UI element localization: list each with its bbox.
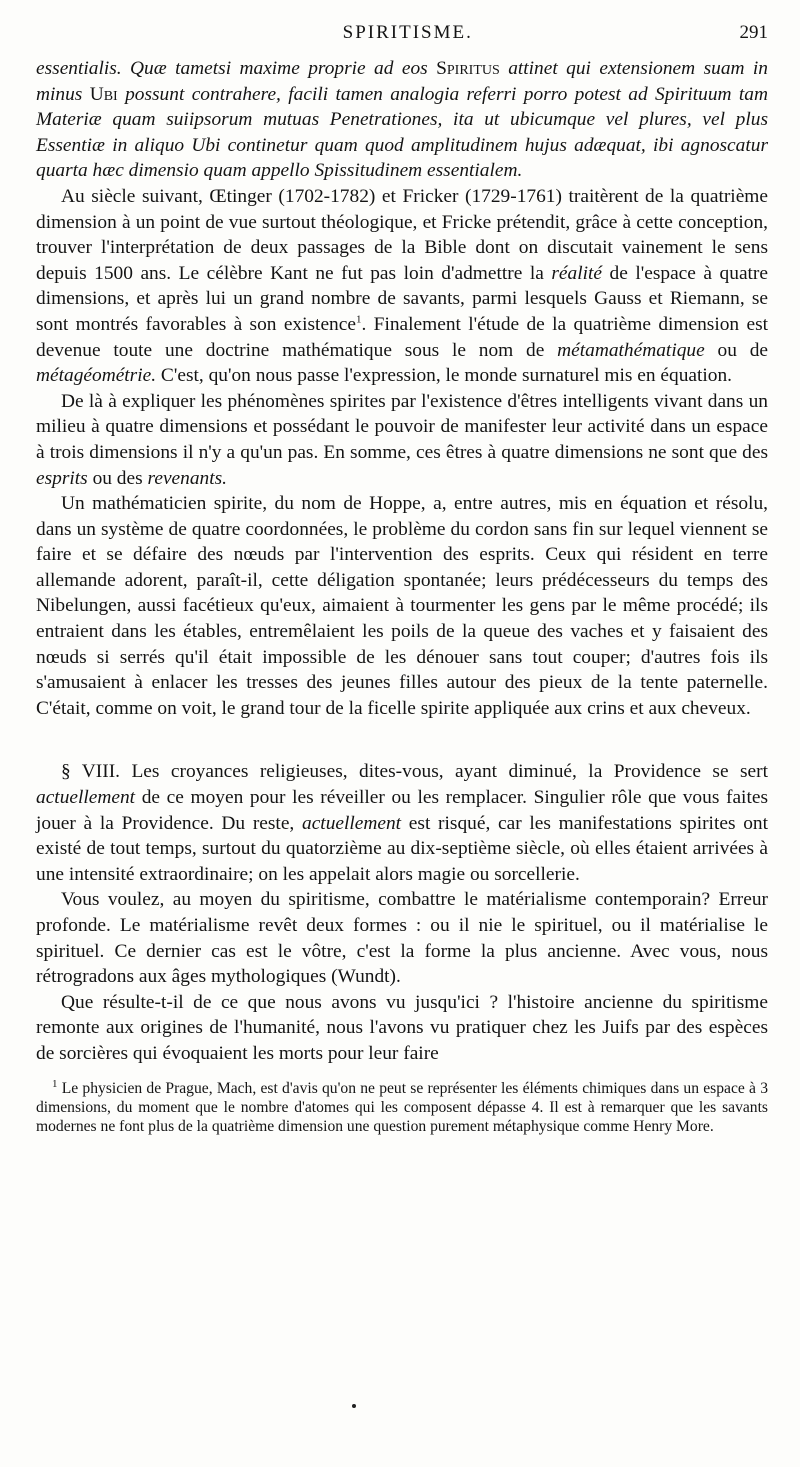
page-number: 291 (739, 22, 768, 43)
paragraph: Que résulte-t-il de ce que nous avons vu jusqu'ici ? l'histoire ancienne du spiritisme remonte aux origines de l'humanité, nous l'avons vu pratiquer chez les Juifs par des espèces de sorcières qui évoquaient les morts pour leur faire (36, 991, 768, 1064)
paragraph: De là à expliquer les phénomènes spirites par l'existence d'êtres intelligents vivant dans un milieu à quatre dimensions et possédant le pouvoir de manifester leur activité dans un espace à trois dimensions il n'y a qu'un pas. En somme, ces êtres à quatre dimensions ne sont que des esprits ou des revenants. (36, 390, 768, 489)
footnote: $^1$ Le physicien de Prague, Mach, est d'avis qu'on ne peut se représenter les éléments chimiques dans un espace à 3 dimensions, du moment que le nombre d'atomes qui les composent dépasse 4. Il est à remarquer que les savants modernes ne font plus de la quatrième dimension une question purement métaphysique comme Henry More. (36, 1077, 768, 1136)
ink-speck (352, 1404, 356, 1408)
section-paragraph: § VIII. Les croyances religieuses, dites-vous, ayant diminué, la Providence se sert actuellement de ce moyen pour les réveiller ou les remplacer. Singulier rôle que vous faites jouer à la Providence. Du reste, actuellement est risqué, car les manifestations spirites ont existé de tout temps, surtout du quatorzième au dix-septième siècle, où elles étaient arrivées à une intensité extraordinaire; on les appelait alors magie ou sorcellerie. (36, 761, 768, 885)
footnote-mark: 1 (52, 1077, 58, 1090)
running-title: SPIRITISME. (342, 22, 473, 43)
running-header (36, 22, 768, 56)
paragraph: Au siècle suivant, Œtinger (1702-1782) et Fricker (1729-1761) traitèrent de la quatrième dimension à un point de vue surtout théologique, et Fricke prétendit, grâce à cette conception, trouver l'interprétation de deux passages de la Bible dont on discutait vainement le sens depuis 1500 ans. Le célèbre Kant ne fut pas loin d'admettre la réalité de l'espace à quatre dimensions, et après lui un grand nombre de savants, parmi lesquels Gauss et Riemann, se sont montrés favorables à son existence$^1$. Finalement l'étude de la quatrième dimension est devenue toute une doctrine mathématique sous le nom de métamathématique ou de métagéométrie. C'est, qu'on nous passe l'expression, le monde surnaturel mis en équation. (36, 185, 769, 387)
latin-quotation: essentialis. Quæ tametsi maxime proprie ad eos Spiritus attinet qui extensionem suam in minus Ubi possunt contrahere, facili tamen analogia referri porro potest ad Spirituum tam Materiæ quam suiipsorum mutuas Penetrationes, ita ut ubicumque vel plures, vel plus Essentiæ in aliquo Ubi continetur quam quod amplitudinem hujus adæquat, ibi agnoscatur quarta hæc dimensio quam appello Spissitudinem essentialem. (36, 58, 768, 182)
body-text (36, 56, 768, 1067)
paragraph: Un mathématicien spirite, du nom de Hoppe, a, entre autres, mis en équation et résolu, dans un système de quatre coordonnées, le problème du cordon sans fin sur lequel viennent se faire et se défaire des nœuds par l'intervention des esprits. Ceux qui résident en terre allemande adorent, paraît-il, cette déligation spontanée; leurs prédécesseurs du temps des Nibelungen, aussi facétieux qu'eux, aimaient à tourmenter les gens par le même procédé; ils entraient dans les étables, entremêlaient les poils de la queue des vaches et y faisaient des nœuds si serrés qu'il était impossible de les dénouer sans tout couper; d'autres fois ils s'amusaient à enlacer les tresses des jeunes filles autour des pieux de la tente paternelle. C'était, comme on voit, le grand tour de la ficelle spirite appliquée aux crins et aux cheveux. (36, 493, 768, 719)
paragraph: Vous voulez, au moyen du spiritisme, combattre le matérialisme contemporain? Erreur profonde. Le matérialisme revêt deux formes : ou il nie le spirituel, ou il matérialise le spirituel. Ce dernier cas est le vôtre, c'est la forme la plus ancienne. Avec vous, nous rétrogradons aux âges mythologiques (Wundt). (36, 889, 768, 988)
footnote-ref: 1 (355, 313, 362, 326)
footnotes (36, 1079, 768, 1137)
section-gap (36, 721, 768, 759)
